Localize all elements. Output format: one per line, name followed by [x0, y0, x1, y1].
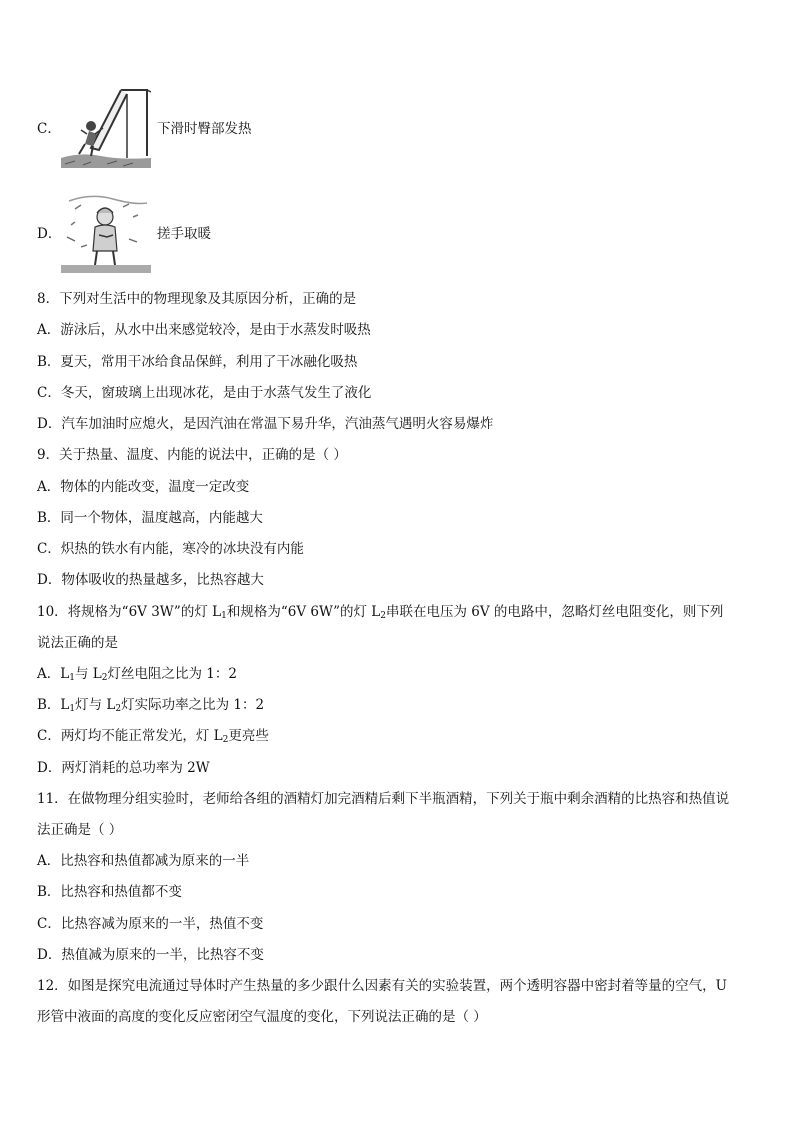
q10-stem-line-2: 说法正确的是: [37, 635, 118, 651]
rubbing-hands-illustration-icon: [61, 191, 151, 273]
q12-stem-line-1: 12．如图是探究电流通过导体时产生热量的多少跟什么因素有关的实验装置，两个透明容器中密封着等量的空气，U: [37, 978, 728, 994]
q9-option-c[interactable]: C．炽热的铁水有内能，寒冷的冰块没有内能: [37, 541, 304, 557]
q11-option-a[interactable]: A．比热容和热值都减为原来的一半: [37, 853, 250, 869]
q11-option-d[interactable]: D．热值减为原来的一半，比热容不变: [37, 947, 264, 963]
option-letter: C．: [37, 121, 61, 137]
q8-option-d[interactable]: D．汽车加油时应熄火，是因汽油在常温下易升华，汽油蒸气遇明火容易爆炸: [37, 416, 494, 432]
option-text: 搓手取暖: [157, 226, 211, 242]
q11-option-c[interactable]: C．比热容减为原来的一半，热值不变: [37, 916, 264, 932]
q7-option-d[interactable]: [37, 191, 211, 273]
q9-option-b[interactable]: B．同一个物体，温度越高，内能越大: [37, 510, 263, 526]
q10-option-a[interactable]: A．$L_1$与 $L_2$灯丝电阻之比为 1：2: [37, 666, 237, 683]
q8-stem: 8．下列对生活中的物理现象及其原因分析，正确的是: [37, 291, 357, 307]
q8-option-a[interactable]: A．游泳后，从水中出来感觉较冷，是由于水蒸发时吸热: [37, 322, 371, 338]
option-letter: D．: [37, 226, 62, 242]
q8-option-c[interactable]: C．冬天，窗玻璃上出现冰花，是由于水蒸气发生了液化: [37, 385, 372, 401]
q9-stem: 9．关于热量、温度、内能的说法中，正确的是（ ）: [37, 447, 347, 463]
option-text: 下滑时臀部发热: [157, 121, 252, 137]
slide-illustration-icon: [61, 86, 151, 168]
q12-stem-line-2: 形管中液面的高度的变化反应密闭空气温度的变化，下列说法正确的是（ ）: [37, 1009, 487, 1025]
q8-option-b[interactable]: B．夏天，常用干冰给食品保鲜，利用了干冰融化吸热: [37, 354, 358, 370]
q10-option-c[interactable]: C．两灯均不能正常发光，灯 $L_2$更亮些: [37, 728, 269, 745]
q7-option-c[interactable]: [37, 86, 252, 168]
q9-option-d[interactable]: D．物体吸收的热量越多，比热容越大: [37, 572, 264, 588]
q11-stem-line-1: 11．在做物理分组实验时，老师给各组的酒精灯加完酒精后剩下半瓶酒精，下列关于瓶中剩余酒精的比热容和热值说: [37, 791, 730, 807]
q10-option-b[interactable]: B．$L_1$灯与 $L_2$灯实际功率之比为 1：2: [37, 697, 265, 714]
q10-stem-line-1: 10．将规格为“6V 3W”的灯 $L_1$和规格为“6V 6W”的灯 $L_2$串联在电压为 6V 的电路中，忽略灯丝电阻变化，则下列: [37, 604, 724, 621]
q11-option-b[interactable]: B．比热容和热值都不变: [37, 884, 182, 900]
q10-option-d[interactable]: D．两灯消耗的总功率为 2W: [37, 760, 210, 776]
q9-option-a[interactable]: A．物体的内能改变，温度一定改变: [37, 479, 250, 495]
q11-stem-line-2: 法正确是（ ）: [37, 822, 123, 838]
